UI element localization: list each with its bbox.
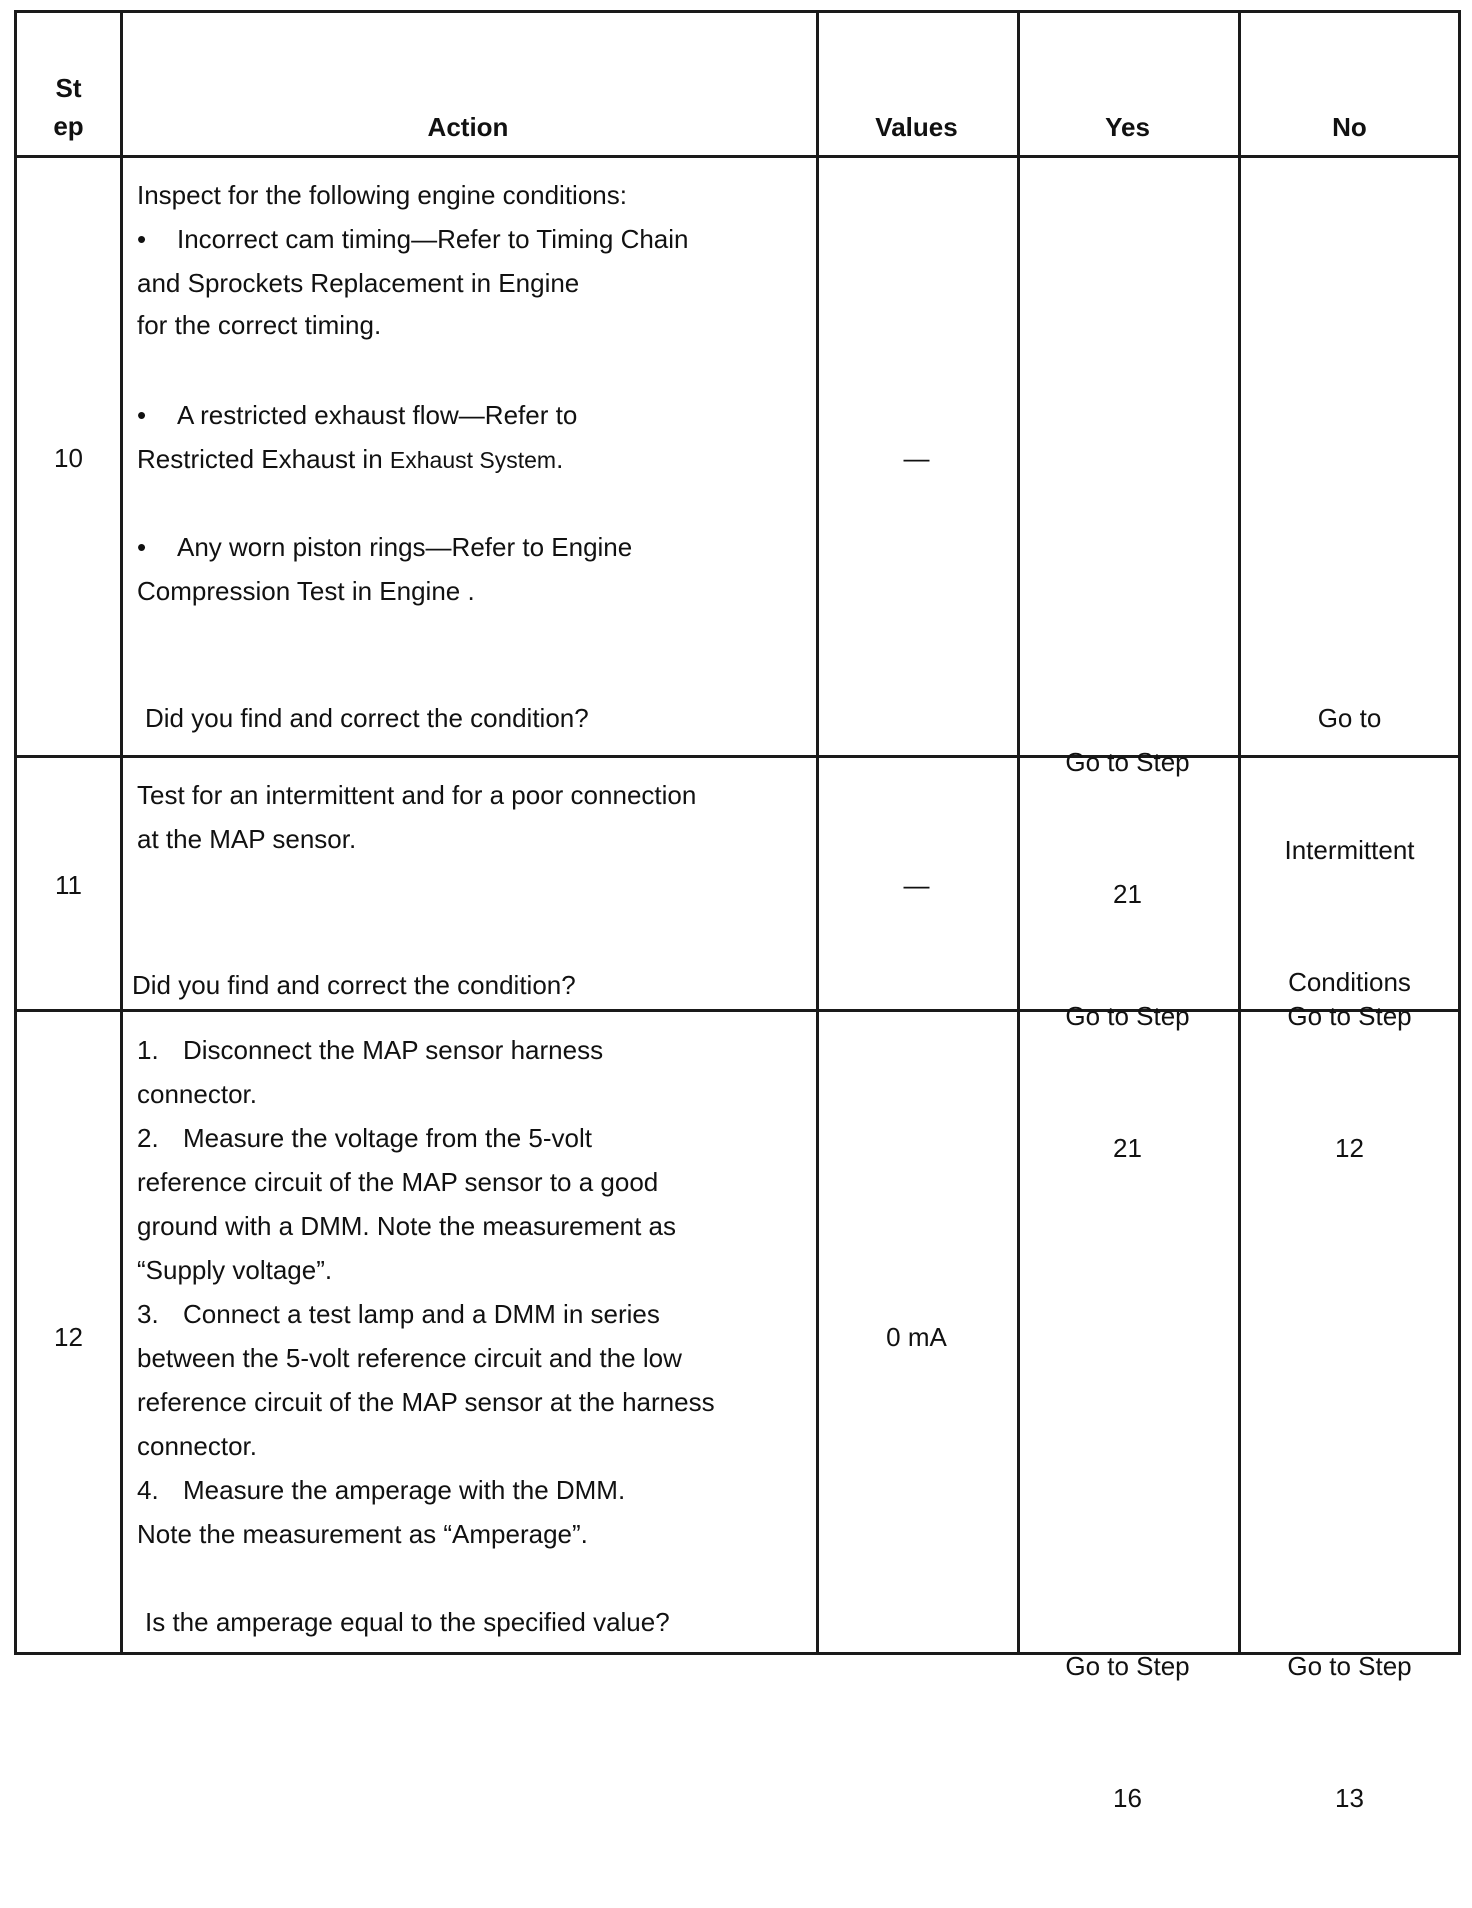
row-12-step-2 bbox=[137, 1116, 592, 1160]
row-12-step-2-line2: reference circuit of the MAP sensor to a good bbox=[137, 1167, 659, 1197]
bullet-icon: • bbox=[137, 224, 147, 254]
row-12-step-1-line1: Disconnect the MAP sensor harness bbox=[183, 1035, 604, 1065]
row-10-bullet-1-line2: and Sprockets Replacement in Engine bbox=[137, 268, 580, 298]
row-10-no-line2: Intermittent bbox=[1284, 835, 1415, 865]
row-12-value: 0 mA bbox=[886, 1322, 947, 1352]
row-11-question: Did you find and correct the condition? bbox=[132, 970, 576, 1000]
row-12-step-4-line2: Note the measurement as “Amperage”. bbox=[137, 1519, 588, 1549]
row-12-step-4 bbox=[137, 1468, 625, 1512]
row-12-yes bbox=[1017, 1556, 1238, 1908]
row-12-step-3-line3: reference circuit of the MAP sensor at the harness bbox=[137, 1387, 715, 1417]
row-10-bullet-1 bbox=[137, 217, 689, 261]
row-12-no bbox=[1238, 1556, 1461, 1908]
row-10-no-line3: Conditions bbox=[1288, 967, 1411, 997]
row-12-yes-line1: Go to Step bbox=[1065, 1651, 1190, 1681]
diagnostic-table bbox=[14, 10, 1461, 1813]
row-10-bullet-3 bbox=[137, 525, 632, 569]
row-12-step-1-line2: connector. bbox=[137, 1079, 257, 1109]
row-10-question: Did you find and correct the condition? bbox=[145, 703, 589, 733]
header-step-line2: ep bbox=[53, 111, 84, 141]
row-12-step-1-num: 1. bbox=[137, 1035, 159, 1065]
row-12-step-3-line2: between the 5-volt reference circuit and the low bbox=[137, 1343, 682, 1373]
row-12-step-2-num: 2. bbox=[137, 1123, 159, 1153]
row-10-bullet-2-line1: A restricted exhaust flow—Refer to bbox=[177, 400, 578, 430]
row-12-step-3-line1: Connect a test lamp and a DMM in series bbox=[183, 1299, 660, 1329]
header-values: Values bbox=[875, 112, 958, 142]
header-no: No bbox=[1332, 112, 1367, 142]
row-10-bullet-3-line2: Compression Test in Engine . bbox=[137, 576, 475, 606]
row-12-step-3-num: 3. bbox=[137, 1299, 159, 1329]
row-11-value: — bbox=[903, 870, 930, 900]
row-10-no-line1: Go to bbox=[1317, 703, 1382, 733]
row-10-bullet-2-line2-end: . bbox=[556, 444, 564, 474]
row-12-question: Is the amperage equal to the specified value? bbox=[145, 1607, 670, 1637]
row-10-intro: Inspect for the following engine conditions: bbox=[137, 180, 627, 210]
bullet-icon: • bbox=[137, 532, 147, 562]
row-11-line1: Test for an intermittent and for a poor connection bbox=[137, 780, 697, 810]
row-12-step-4-num: 4. bbox=[137, 1475, 159, 1505]
row-12-step-4-line1: Measure the amperage with the DMM. bbox=[183, 1475, 626, 1505]
column-divider bbox=[120, 13, 123, 1652]
row-12-no-line1: Go to Step bbox=[1287, 1651, 1412, 1681]
row-12-step-3-line4: connector. bbox=[137, 1431, 257, 1461]
row-11-step: 11 bbox=[55, 870, 82, 900]
row-10-yes-line2: 21 bbox=[1113, 879, 1142, 909]
row-divider bbox=[17, 155, 1458, 158]
row-11-yes-line2: 21 bbox=[1113, 1133, 1142, 1163]
row-10-bullet-2-line2-text: Restricted Exhaust in bbox=[137, 444, 390, 474]
bullet-icon: • bbox=[137, 400, 147, 430]
row-12-step: 12 bbox=[54, 1322, 83, 1352]
row-10-bullet-2 bbox=[137, 393, 577, 437]
row-12-step-2-line3: ground with a DMM. Note the measurement as bbox=[137, 1211, 677, 1241]
row-10-bullet-3-line1: Any worn piston rings—Refer to Engine bbox=[177, 532, 633, 562]
row-12-yes-line2: 16 bbox=[1113, 1783, 1142, 1813]
row-12-step-2-line1: Measure the voltage from the 5-volt bbox=[183, 1123, 592, 1153]
row-11-no-line2: 12 bbox=[1335, 1133, 1364, 1163]
row-10-yes-line1: Go to Step bbox=[1065, 747, 1190, 777]
row-11-line2: at the MAP sensor. bbox=[137, 824, 357, 854]
row-11-yes-line1: Go to Step bbox=[1065, 1001, 1190, 1031]
row-10-bullet-1-line3: for the correct timing. bbox=[137, 310, 382, 340]
row-10-step: 10 bbox=[54, 443, 83, 473]
header-action: Action bbox=[427, 112, 509, 142]
header-yes: Yes bbox=[1105, 112, 1150, 142]
row-10-bullet-1-line1: Incorrect cam timing—Refer to Timing Chain bbox=[177, 224, 689, 254]
row-12-no-line2: 13 bbox=[1335, 1783, 1364, 1813]
row-12-step-3 bbox=[137, 1292, 660, 1336]
row-12-step-2-line4: “Supply voltage”. bbox=[137, 1255, 333, 1285]
row-10-value: — bbox=[903, 443, 930, 473]
row-11-yes bbox=[1017, 906, 1238, 1258]
row-12-step-1 bbox=[137, 1028, 603, 1072]
header-step-line1: St bbox=[55, 73, 82, 103]
column-divider bbox=[816, 13, 819, 1652]
row-10-bullet-2-line2-small: Exhaust System bbox=[389, 447, 557, 473]
row-11-no-line1: Go to Step bbox=[1287, 1001, 1412, 1031]
row-10-bullet-2-line2 bbox=[137, 437, 563, 482]
row-11-no bbox=[1238, 906, 1461, 1258]
header-step bbox=[17, 69, 120, 145]
